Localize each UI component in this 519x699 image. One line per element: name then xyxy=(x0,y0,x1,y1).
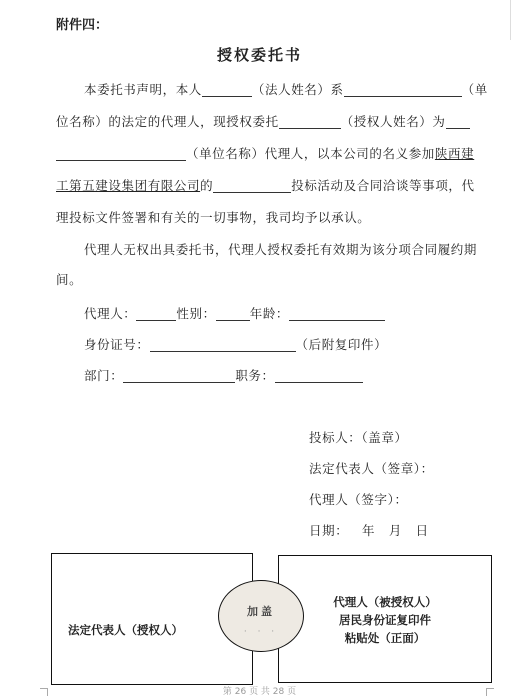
agent-id-box-line: 居民身份证复印件 xyxy=(339,613,431,627)
blank-company-name[interactable] xyxy=(344,82,462,97)
document-title: 授权委托书 xyxy=(216,46,302,64)
agent-sign-line: 代理人（签字）： xyxy=(309,492,408,507)
paragraph-line xyxy=(56,176,475,194)
date-line: 日期： 年 月 日 xyxy=(309,523,429,538)
seal-circle xyxy=(218,580,304,652)
paragraph-line xyxy=(56,270,82,288)
page-edge-mark xyxy=(510,0,511,40)
paragraph-line xyxy=(56,144,474,162)
paragraph-line xyxy=(84,240,477,258)
agent-label: 代理人： xyxy=(84,306,137,321)
seal-label: 加盖 xyxy=(247,605,275,618)
text-segment: 位名称）的法定的代理人，现授权委托 xyxy=(56,114,279,129)
text-segment: 间。 xyxy=(56,272,83,287)
bidder-seal-line: 投标人：（盖章） xyxy=(309,430,408,445)
agent-id-box xyxy=(278,555,492,683)
company-link[interactable]: 工第五建设集团有限公司 xyxy=(56,178,201,193)
attachment-label: 附件四： xyxy=(56,18,109,33)
page-corner-mark xyxy=(486,688,494,696)
agent-id-box-line: 粘贴处（正面） xyxy=(344,631,426,645)
paragraph-line xyxy=(84,80,488,98)
dept-row xyxy=(84,366,363,384)
text-segment: （单位名称）代理人，以本公司的名义参加 xyxy=(186,146,435,161)
id-label: 身份证号： xyxy=(84,337,150,352)
page-number: 第 26 页 共 28 页 xyxy=(222,687,297,697)
agent-id-box-line: 代理人（被授权人） xyxy=(333,595,437,609)
text-segment: 本委托书声明，本人 xyxy=(84,82,202,97)
company-link[interactable]: 陕西建 xyxy=(434,146,475,161)
text-segment: （单 xyxy=(461,82,488,97)
age-field[interactable] xyxy=(289,306,385,321)
blank-trailing[interactable] xyxy=(446,114,470,129)
gender-label: 性别： xyxy=(176,306,216,321)
text-segment: （法人姓名）系 xyxy=(251,82,344,97)
blank-authorizer-name[interactable] xyxy=(279,114,341,129)
blank-legal-name[interactable] xyxy=(202,82,252,97)
position-field[interactable] xyxy=(275,368,363,383)
agent-name-field[interactable] xyxy=(136,306,176,321)
legal-rep-sign-line: 法定代表人（签章）： xyxy=(309,461,434,476)
legal-rep-box-label: 法定代表人（授权人） xyxy=(68,623,183,637)
text-segment: 的 xyxy=(200,178,214,193)
id-number-field[interactable] xyxy=(150,337,296,352)
text-segment: （授权人姓名）为 xyxy=(340,114,446,129)
agent-info-row xyxy=(84,304,385,322)
text-segment: 投标活动及合同洽谈等事项，代 xyxy=(291,178,475,193)
seal-dots: · · · xyxy=(243,627,279,637)
page-corner-mark xyxy=(40,688,48,696)
id-row xyxy=(84,335,387,353)
blank-unit-name[interactable] xyxy=(56,146,186,161)
id-note: （后附复印件） xyxy=(295,337,388,352)
text-segment: 代理人无权出具委托书，代理人授权委托有效期为该分项合同履约期 xyxy=(84,242,478,257)
position-label: 职务： xyxy=(235,368,275,383)
dept-field[interactable] xyxy=(123,368,235,383)
paragraph-line xyxy=(56,208,370,226)
blank-project[interactable] xyxy=(213,178,291,193)
dept-label: 部门： xyxy=(84,368,124,383)
gender-field[interactable] xyxy=(216,306,250,321)
text-segment: 理投标文件签署和有关的一切事物，我司均予以承认。 xyxy=(56,210,371,225)
age-label: 年龄： xyxy=(249,306,290,321)
paragraph-line xyxy=(56,112,470,130)
